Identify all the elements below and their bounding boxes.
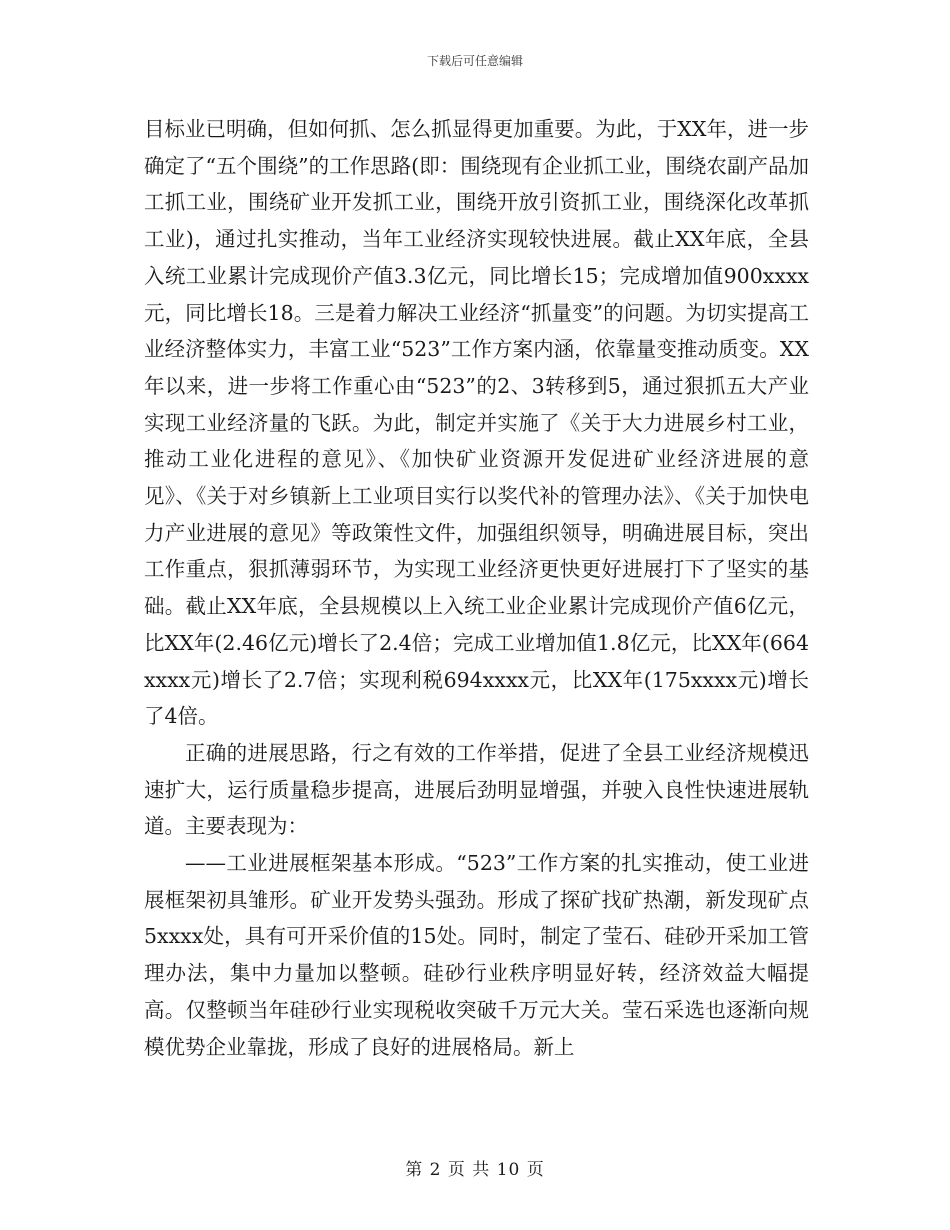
page-footer-number: 第 2 页 共 10 页	[405, 1160, 545, 1180]
paragraph-1: 目标业已明确，但如何抓、怎么抓显得更加重要。为此，于XX年，进一步确定了“五个围绕”的工作思路(即：围绕现有企业抓工业，围绕农副产品加工抓工业，围绕矿业开发抓工业，围绕开放引资抓工业，围绕深化改革抓工业)，通过扎实推动，当年工业经济实现较快进展。截止XX年底，全县入统工业累计完成现价产值3.3亿元，同比增长15；完成增加值900xxxx元，同比增长18。三是着力解决工业经济“抓量变”的问题。为切实提高工业经济整体实力，丰富工业“523”工作方案内涵，依靠量变推动质变。XX年以来，进一步将工作重心由“523”的2、3转移到5，通过狠抓五大产业实现工业经济量的飞跃。为此，制定并实施了《关于大力进展乡村工业，推动工业化进程的意见》、《加快矿业资源开发促进矿业经济进展的意见》、《关于对乡镇新上工业项目实行以奖代补的管理办法》、《关于加快电力产业进展的意见》等政策性文件，加强组织领导，明确进展目标，突出工作重点，狠抓薄弱环节，为实现工业经济更快更好进展打下了坚实的基础。截止XX年底，全县规模以上入统工业企业累计完成现价产值6亿元，比XX年(2.46亿元)增长了2.4倍；完成工业增加值1.8亿元，比XX年(664xxxx元)增长了2.7倍；实现利税694xxxx元，比XX年(175xxxx元)增长了4倍。	[144, 117, 809, 729]
document-body	[144, 111, 809, 1065]
page-header-note: 下载后可任意编辑	[426, 54, 523, 68]
paragraph-3: ——工业进展框架基本形成。“523”工作方案的扎实推动，使工业进展框架初具雏形。矿业开发势头强劲。形成了探矿找矿热潮，新发现矿点5xxxx处，具有可开采价值的15处。同时，制定了莹石、硅砂开采加工管理办法，集中力量加以整顿。硅砂行业秩序明显好转，经济效益大幅提高。仅整顿当年硅砂行业实现税收突破千万元大关。莹石采选也逐渐向规模优势企业靠拢，形成了良好的进展格局。新上	[144, 851, 809, 1059]
paragraph-2: 正确的进展思路，行之有效的工作举措，促进了全县工业经济规模迅速扩大，运行质量稳步提高，进展后劲明显增强，并驶入良性快速进展轨道。主要表现为：	[144, 740, 809, 839]
